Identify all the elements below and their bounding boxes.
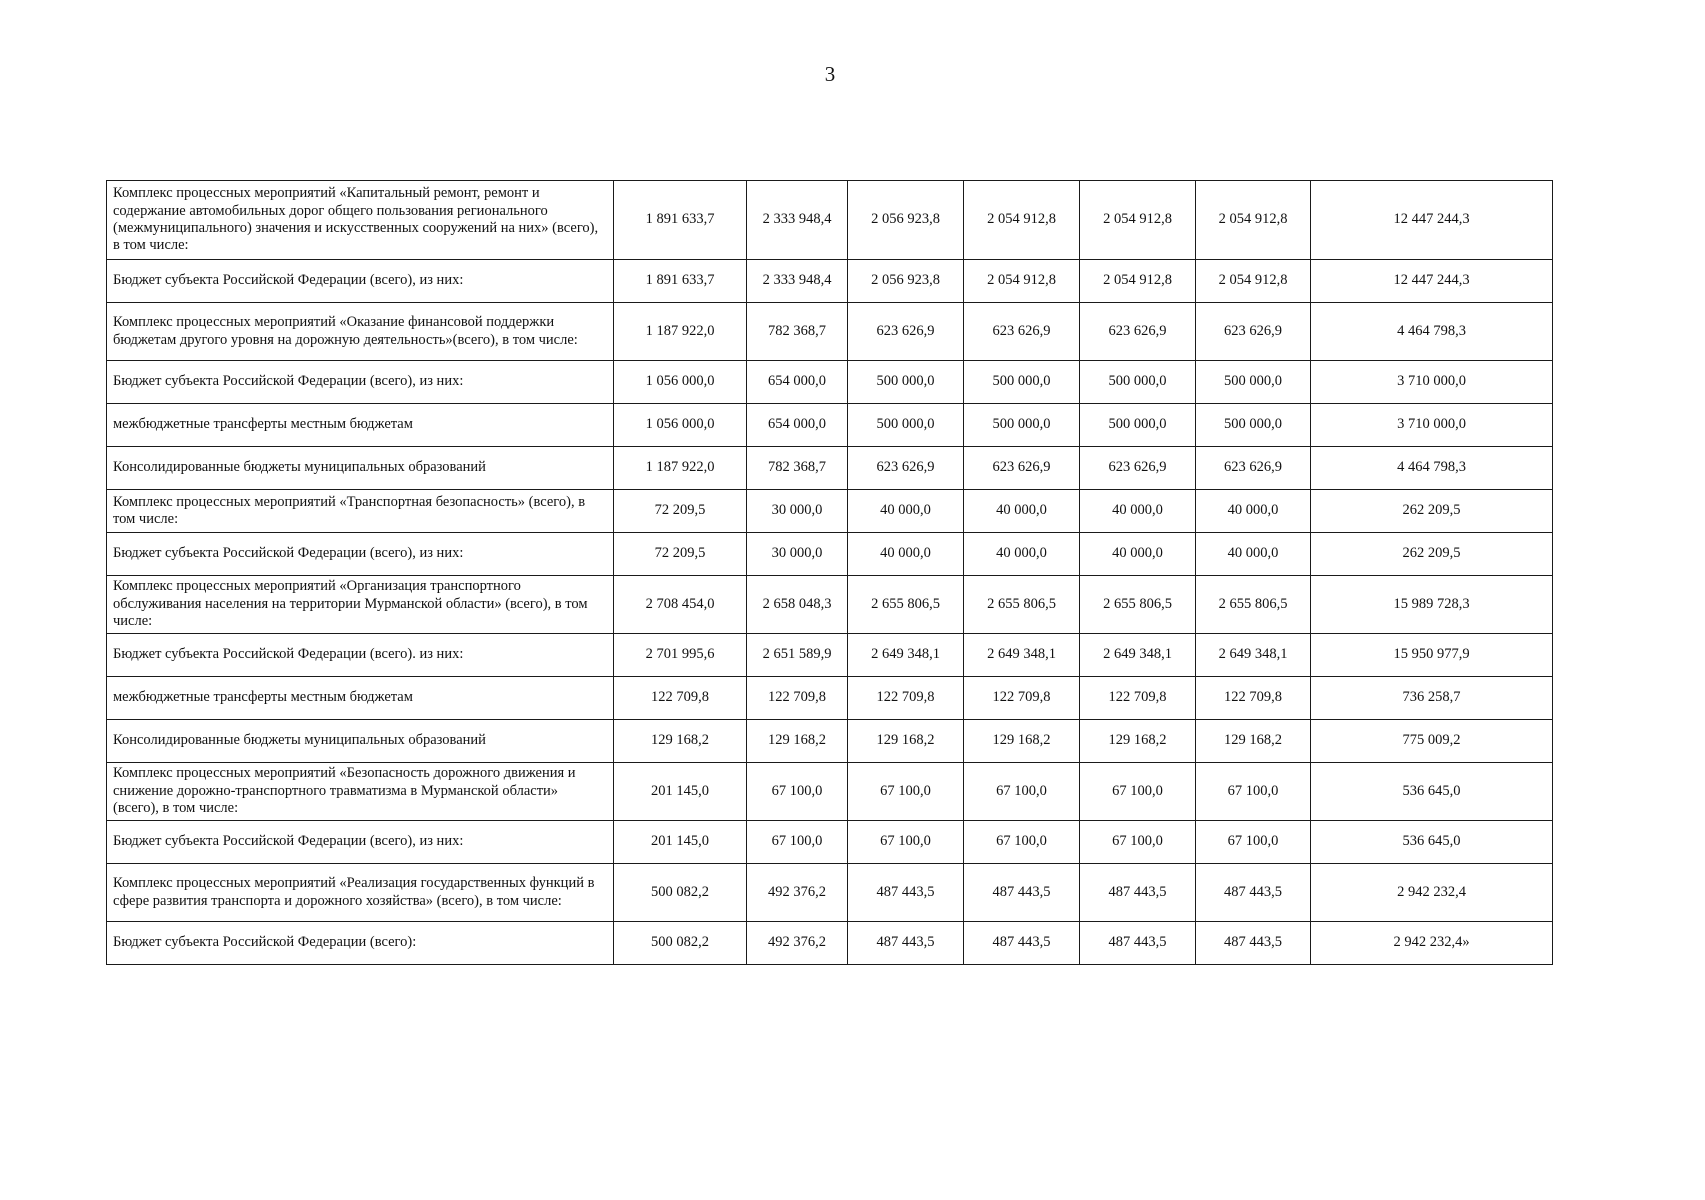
total-cell: 536 645,0	[1311, 821, 1553, 864]
value-cell: 67 100,0	[964, 763, 1080, 821]
row-label: Бюджет субъекта Российской Федерации (всего):	[107, 922, 614, 965]
table-row	[107, 260, 1553, 303]
value-cell: 30 000,0	[747, 533, 848, 576]
value-cell: 623 626,9	[1080, 447, 1196, 490]
value-cell: 500 082,2	[614, 864, 747, 922]
row-label: Комплекс процессных мероприятий «Безопасность дорожного движения и снижение дорожно-транспортного травматизма в Мурманской области» (всего), в том числе:	[107, 763, 614, 821]
value-cell: 1 891 633,7	[614, 260, 747, 303]
value-cell: 500 000,0	[964, 361, 1080, 404]
value-cell: 500 000,0	[1196, 361, 1311, 404]
value-cell: 487 443,5	[848, 864, 964, 922]
value-cell: 782 368,7	[747, 447, 848, 490]
table-row	[107, 922, 1553, 965]
value-cell: 1 891 633,7	[614, 181, 747, 260]
value-cell: 2 649 348,1	[1080, 634, 1196, 677]
value-cell: 40 000,0	[964, 533, 1080, 576]
value-cell: 487 443,5	[964, 922, 1080, 965]
value-cell: 487 443,5	[1196, 922, 1311, 965]
budget-table	[106, 180, 1553, 965]
table-row	[107, 677, 1553, 720]
value-cell: 129 168,2	[1196, 720, 1311, 763]
total-cell: 736 258,7	[1311, 677, 1553, 720]
value-cell: 2 054 912,8	[1196, 181, 1311, 260]
table-row	[107, 447, 1553, 490]
value-cell: 782 368,7	[747, 303, 848, 361]
value-cell: 1 187 922,0	[614, 447, 747, 490]
value-cell: 500 000,0	[1080, 404, 1196, 447]
value-cell: 1 187 922,0	[614, 303, 747, 361]
value-cell: 500 000,0	[848, 361, 964, 404]
total-cell: 775 009,2	[1311, 720, 1553, 763]
value-cell: 67 100,0	[848, 763, 964, 821]
value-cell: 623 626,9	[964, 303, 1080, 361]
value-cell: 654 000,0	[747, 361, 848, 404]
value-cell: 201 145,0	[614, 821, 747, 864]
value-cell: 487 443,5	[1080, 864, 1196, 922]
row-label: Бюджет субъекта Российской Федерации (всего), из них:	[107, 260, 614, 303]
value-cell: 654 000,0	[747, 404, 848, 447]
value-cell: 487 443,5	[1080, 922, 1196, 965]
value-cell: 2 649 348,1	[1196, 634, 1311, 677]
table-row	[107, 763, 1553, 821]
total-cell: 12 447 244,3	[1311, 260, 1553, 303]
value-cell: 122 709,8	[964, 677, 1080, 720]
value-cell: 2 333 948,4	[747, 181, 848, 260]
value-cell: 129 168,2	[964, 720, 1080, 763]
value-cell: 1 056 000,0	[614, 361, 747, 404]
row-label: Бюджет субъекта Российской Федерации (всего). из них:	[107, 634, 614, 677]
row-label: Консолидированные бюджеты муниципальных образований	[107, 720, 614, 763]
value-cell: 67 100,0	[747, 821, 848, 864]
value-cell: 2 649 348,1	[848, 634, 964, 677]
value-cell: 492 376,2	[747, 922, 848, 965]
value-cell: 40 000,0	[848, 490, 964, 533]
value-cell: 129 168,2	[848, 720, 964, 763]
row-label: межбюджетные трансферты местным бюджетам	[107, 404, 614, 447]
value-cell: 67 100,0	[964, 821, 1080, 864]
row-label: межбюджетные трансферты местным бюджетам	[107, 677, 614, 720]
value-cell: 201 145,0	[614, 763, 747, 821]
value-cell: 67 100,0	[1080, 763, 1196, 821]
table-row	[107, 361, 1553, 404]
value-cell: 2 655 806,5	[964, 576, 1080, 634]
value-cell: 122 709,8	[848, 677, 964, 720]
value-cell: 623 626,9	[1196, 303, 1311, 361]
total-cell: 2 942 232,4»	[1311, 922, 1553, 965]
value-cell: 40 000,0	[1196, 490, 1311, 533]
value-cell: 40 000,0	[848, 533, 964, 576]
row-label: Консолидированные бюджеты муниципальных образований	[107, 447, 614, 490]
value-cell: 500 000,0	[848, 404, 964, 447]
value-cell: 2 649 348,1	[964, 634, 1080, 677]
value-cell: 129 168,2	[747, 720, 848, 763]
value-cell: 2 655 806,5	[1196, 576, 1311, 634]
row-label: Комплекс процессных мероприятий «Реализация государственных функций в сфере развития транспорта и дорожного хозяйства» (всего), в том числе:	[107, 864, 614, 922]
value-cell: 623 626,9	[1196, 447, 1311, 490]
value-cell: 67 100,0	[747, 763, 848, 821]
value-cell: 67 100,0	[1196, 763, 1311, 821]
row-label: Бюджет субъекта Российской Федерации (всего), из них:	[107, 821, 614, 864]
value-cell: 2 655 806,5	[1080, 576, 1196, 634]
page-number: 3	[824, 62, 836, 86]
value-cell: 2 333 948,4	[747, 260, 848, 303]
total-cell: 2 942 232,4	[1311, 864, 1553, 922]
value-cell: 122 709,8	[1080, 677, 1196, 720]
value-cell: 500 000,0	[964, 404, 1080, 447]
value-cell: 129 168,2	[614, 720, 747, 763]
row-label: Бюджет субъекта Российской Федерации (всего), из них:	[107, 361, 614, 404]
row-label: Комплекс процессных мероприятий «Организация транспортного обслуживания населения на территории Мурманской области» (всего), в том числе:	[107, 576, 614, 634]
value-cell: 30 000,0	[747, 490, 848, 533]
value-cell: 2 056 923,8	[848, 181, 964, 260]
value-cell: 67 100,0	[1080, 821, 1196, 864]
value-cell: 122 709,8	[747, 677, 848, 720]
value-cell: 67 100,0	[1196, 821, 1311, 864]
value-cell: 623 626,9	[848, 303, 964, 361]
table-row	[107, 490, 1553, 533]
total-cell: 3 710 000,0	[1311, 404, 1553, 447]
value-cell: 2 054 912,8	[964, 181, 1080, 260]
value-cell: 1 056 000,0	[614, 404, 747, 447]
table-row	[107, 303, 1553, 361]
value-cell: 2 054 912,8	[1080, 260, 1196, 303]
value-cell: 623 626,9	[964, 447, 1080, 490]
table-row	[107, 634, 1553, 677]
total-cell: 12 447 244,3	[1311, 181, 1553, 260]
row-label: Комплекс процессных мероприятий «Капитальный ремонт, ремонт и содержание автомобильных дорог общего пользования регионального (межмуниципального) значения и искусственных сооружений на них» (всего), в том числе:	[107, 181, 614, 260]
value-cell: 500 082,2	[614, 922, 747, 965]
value-cell: 2 054 912,8	[1080, 181, 1196, 260]
value-cell: 492 376,2	[747, 864, 848, 922]
value-cell: 40 000,0	[1080, 490, 1196, 533]
value-cell: 2 056 923,8	[848, 260, 964, 303]
value-cell: 2 701 995,6	[614, 634, 747, 677]
value-cell: 72 209,5	[614, 533, 747, 576]
total-cell: 536 645,0	[1311, 763, 1553, 821]
value-cell: 2 708 454,0	[614, 576, 747, 634]
value-cell: 129 168,2	[1080, 720, 1196, 763]
value-cell: 487 443,5	[848, 922, 964, 965]
value-cell: 500 000,0	[1080, 361, 1196, 404]
value-cell: 2 054 912,8	[964, 260, 1080, 303]
value-cell: 72 209,5	[614, 490, 747, 533]
table-row	[107, 576, 1553, 634]
value-cell: 500 000,0	[1196, 404, 1311, 447]
table-row	[107, 404, 1553, 447]
total-cell: 262 209,5	[1311, 533, 1553, 576]
total-cell: 4 464 798,3	[1311, 447, 1553, 490]
table-row	[107, 181, 1553, 260]
value-cell: 2 651 589,9	[747, 634, 848, 677]
value-cell: 487 443,5	[1196, 864, 1311, 922]
total-cell: 262 209,5	[1311, 490, 1553, 533]
total-cell: 4 464 798,3	[1311, 303, 1553, 361]
value-cell: 40 000,0	[964, 490, 1080, 533]
table-row	[107, 533, 1553, 576]
value-cell: 2 655 806,5	[848, 576, 964, 634]
table-row	[107, 864, 1553, 922]
value-cell: 623 626,9	[848, 447, 964, 490]
table-row	[107, 720, 1553, 763]
row-label: Комплекс процессных мероприятий «Оказание финансовой поддержки бюджетам другого уровня на дорожную деятельность»(всего), в том числе:	[107, 303, 614, 361]
table-row	[107, 821, 1553, 864]
value-cell: 40 000,0	[1196, 533, 1311, 576]
value-cell: 487 443,5	[964, 864, 1080, 922]
value-cell: 122 709,8	[614, 677, 747, 720]
value-cell: 623 626,9	[1080, 303, 1196, 361]
value-cell: 67 100,0	[848, 821, 964, 864]
total-cell: 15 989 728,3	[1311, 576, 1553, 634]
total-cell: 15 950 977,9	[1311, 634, 1553, 677]
row-label: Комплекс процессных мероприятий «Транспортная безопасность» (всего), в том числе:	[107, 490, 614, 533]
value-cell: 122 709,8	[1196, 677, 1311, 720]
value-cell: 2 054 912,8	[1196, 260, 1311, 303]
total-cell: 3 710 000,0	[1311, 361, 1553, 404]
value-cell: 2 658 048,3	[747, 576, 848, 634]
value-cell: 40 000,0	[1080, 533, 1196, 576]
row-label: Бюджет субъекта Российской Федерации (всего), из них:	[107, 533, 614, 576]
